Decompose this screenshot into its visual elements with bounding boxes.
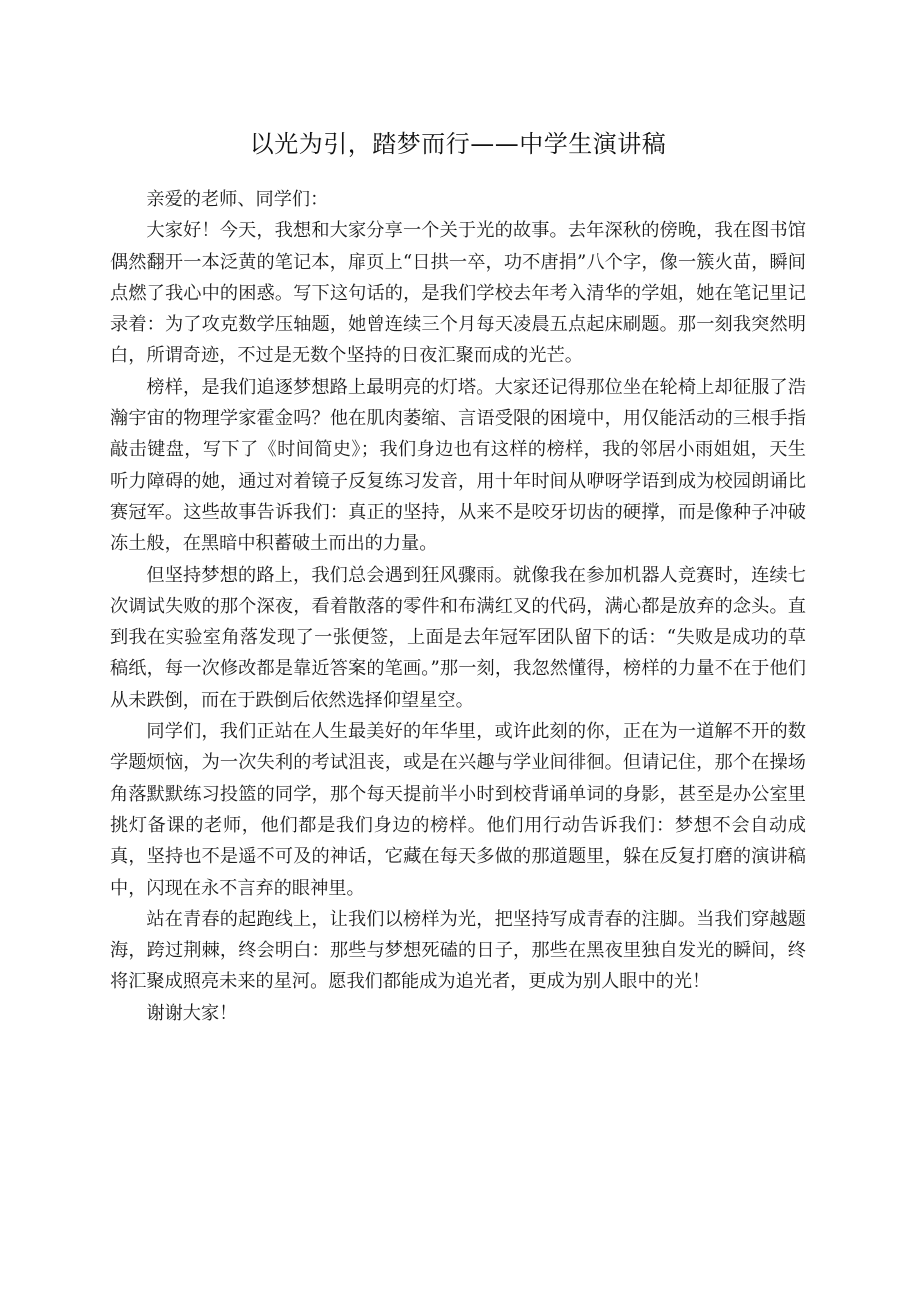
body-paragraph-1: 大家好！今天，我想和大家分享一个关于光的故事。去年深秋的傍晚，我在图书馆偶然翻开一本泛黄的笔记本，扉页上“日拱一卒，功不唐捐”八个字，像一簇火苗，瞬间点燃了我心中的困惑。写下这句话的，是我们学校去年考入清华的学姐，她在笔记里记录着：为了攻克数学压轴题，她曾连续三个月每天凌晨五点起床刷题。那一刻我突然明白，所谓奇迹，不过是无数个坚持的日夜汇聚而成的光芒。: [110, 220, 806, 367]
body-paragraph-5: 站在青春的起跑线上，让我们以榜样为光，把坚持写成青春的注脚。当我们穿越题海，跨过荆棘，终会明白：那些与梦想死磕的日子，那些在黑夜里独自发光的瞬间，终将汇聚成照亮未来的星河。愿我们都能成为追光者，更成为别人眼中的光！: [110, 908, 806, 993]
document-title: 以光为引，踏梦而行——中学生演讲稿: [249, 130, 667, 158]
body-paragraph-3: 但坚持梦想的路上，我们总会遇到狂风骤雨。就像我在参加机器人竞赛时，连续七次调试失败的那个深夜，看着散落的零件和布满红叉的代码，满心都是放弃的念头。直到我在实验室角落发现了一张便签，上面是去年冠军团队留下的话：“失败是成功的草稿纸，每一次修改都是靠近答案的笔画。”那一刻，我忽然懂得，榜样的力量不在于他们从未跌倒，而在于跌倒后依然选择仰望星空。: [110, 564, 806, 711]
greeting-paragraph: 亲爱的老师、同学们：: [146, 189, 329, 210]
body-paragraph-4: 同学们，我们正站在人生最美好的年华里，或许此刻的你，正在为一道解不开的数学题烦恼，为一次失利的考试沮丧，或是在兴趣与学业间徘徊。但请记住，那个在操场角落默默练习投篮的同学，那个每天提前半小时到校背诵单词的身影，甚至是办公室里挑灯备课的老师，他们都是我们身边的榜样。他们用行动告诉我们：梦想不会自动成真，坚持也不是遥不可及的神话，它藏在每天多做的那道题里，躲在反复打磨的演讲稿中，闪现在永不言弃的眼神里。: [110, 721, 806, 899]
document-body: [110, 184, 806, 1029]
closing-paragraph: 谢谢大家！: [146, 1002, 238, 1024]
body-paragraph-2: 榜样，是我们追逐梦想路上最明亮的灯塔。大家还记得那位坐在轮椅上却征服了浩瀚宇宙的物理学家霍金吗？他在肌肉萎缩、言语受限的困境中，用仅能活动的三根手指敲击键盘，写下了《时间简史》；我们身边也有这样的榜样，我的邻居小雨姐姐，天生听力障碍的她，通过对着镜子反复练习发音，用十年时间从咿呀学语到成为校园朗诵比赛冠军。这些故事告诉我们：真正的坚持，从来不是咬牙切齿的硬撑，而是像种子冲破冻土般，在黑暗中积蓄破土而出的力量。: [110, 376, 806, 555]
